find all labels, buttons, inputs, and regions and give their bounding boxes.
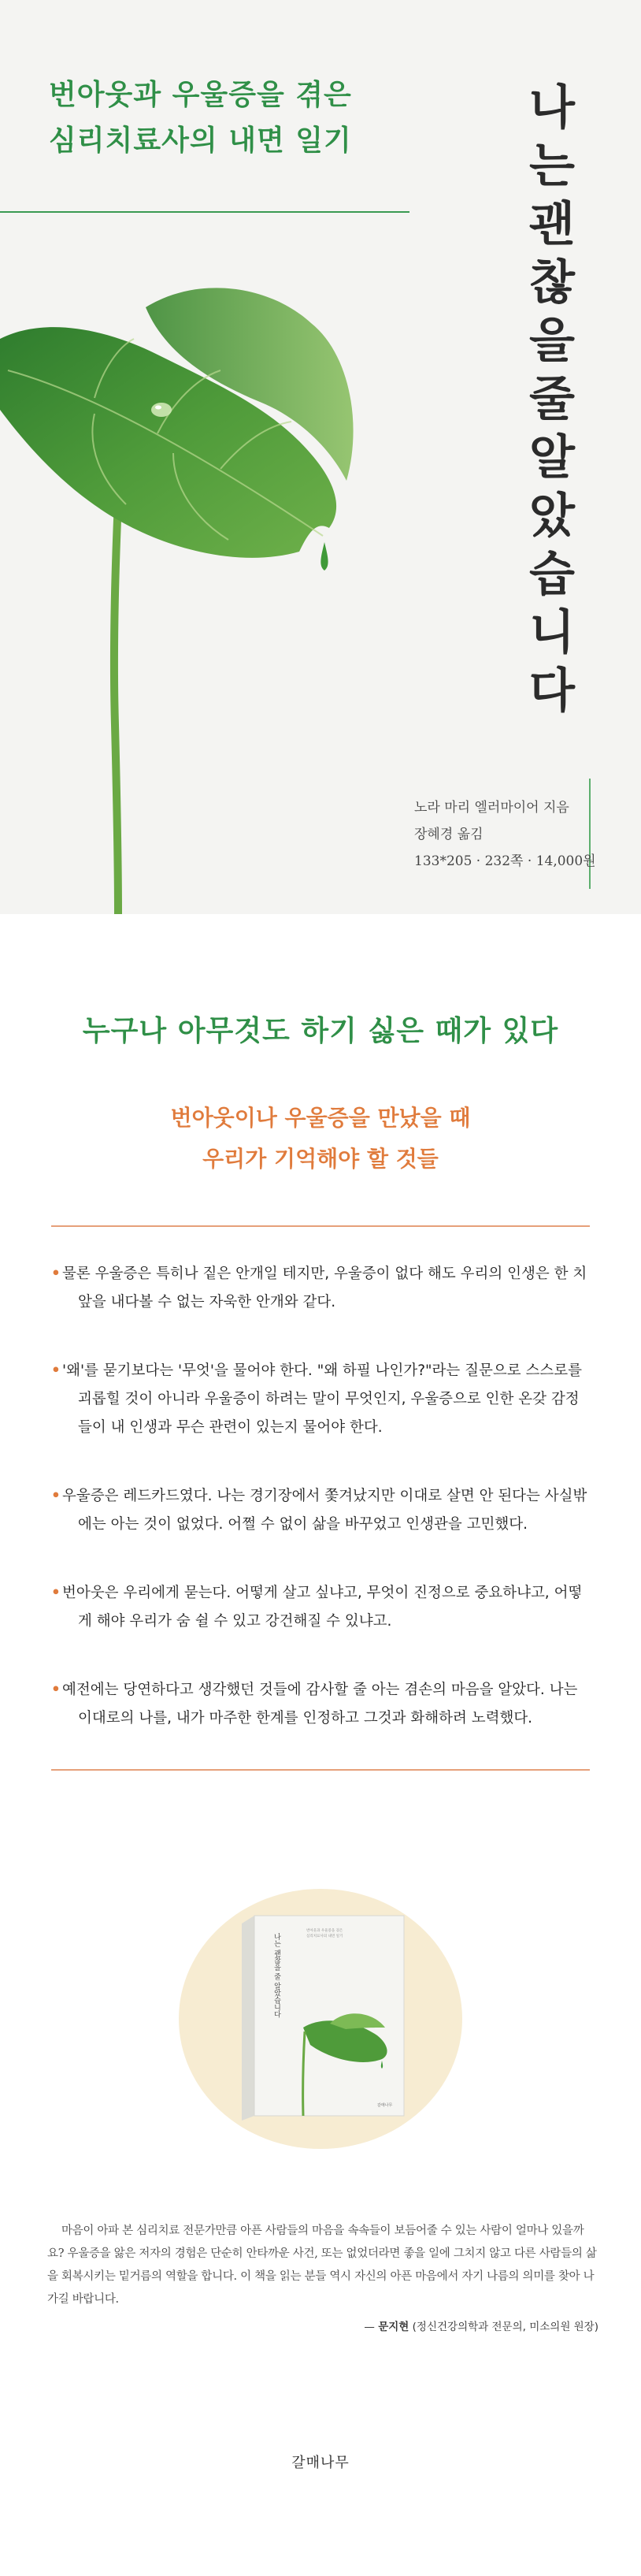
subtitle-line: 번아웃과 우울증을 겪은 [49,79,352,111]
reviewer-role: (정신건강의학과 전문의, 미소의원 원장) [412,2321,598,2333]
water-droplet [151,403,172,417]
title-char: 다 [529,664,575,719]
book-specs: 133*205 · 232쪽 · 14,000원 [414,853,596,869]
title-char: 니 [529,605,575,660]
bullet-icon: • [51,1682,61,1698]
quote-text: 물론 우울증은 특히나 짙은 안개일 테지만, 우울증이 없다 해도 우리의 인생은 한 치 앞을 내다볼 수 없는 자욱한 안개와 같다. [62,1266,587,1310]
reviewer-name: 문지현 [378,2321,409,2333]
quote-text: 예전에는 당연하다고 생각했던 것들에 감사할 줄 아는 겸손의 마음을 알았다. 나는 이대로의 나를, 내가 마주한 한계를 인정하고 그것과 화해하려 노력했다. [62,1682,578,1727]
translator: 장혜경 옮김 [414,827,484,842]
review-attribution [47,2318,598,2333]
quote-text: 번아웃은 우리에게 묻는다. 어떻게 살고 싶냐고, 무엇이 진정으로 중요하냐고, 어떻게 해야 우리가 숨 쉴 수 있고 강건해질 수 있냐고. [62,1585,583,1630]
falling-drop [320,542,328,571]
hero-section [0,0,641,914]
section-subhead [0,1098,641,1180]
title-char: 을 [529,314,575,369]
quote-item [51,1482,590,1539]
svg-text:심리치료사의 내면 일기: 심리치료사의 내면 일기 [306,1935,343,1939]
title-char: 찮 [529,255,575,310]
publisher-logo: 갈매나무 [291,2455,350,2471]
quote-item [51,1357,590,1442]
title-char: 았 [529,489,575,544]
svg-text:갈매나무: 갈매나무 [377,2103,393,2108]
quotes-section [0,914,641,1771]
subtitle-rule [0,211,409,213]
bullet-icon: • [51,1488,61,1504]
bullet-icon: • [51,1585,61,1601]
title-char: 줄 [529,372,575,427]
subhead-line: 우리가 기억해야 할 것들 [202,1146,439,1172]
review-text: 마음이 아파 본 심리치료 전문가만큼 아픈 사람들의 마음을 속속들이 보듬어줄 수 있는 사람이 얼마나 있을까요? 우울증을 앓은 저자의 경험은 단순히 안타까운 사건, 또는 없었더라면 좋을 일에 그치지 않고 다른 사람들의 삶을 회복시키는 밑거름의 역할을 합니다. 이 책을 읽는 분들 역시 자신의 아픈 마음에서 자기 나름의 의미를 찾아 나가길 바랍니다. [47,2225,597,2306]
leaf-illustration [0,284,394,914]
quote-text: 우울증은 레드카드였다. 나는 경기장에서 쫓겨났지만 이대로 살면 안 된다는 사실밖에는 아는 것이 없었다. 어쩔 수 없이 삶을 바꾸었고 인생관을 고민했다. [62,1488,587,1533]
title-char: 는 [529,139,575,194]
quote-text: '왜'를 묻기보다는 '무엇'을 물어야 한다. "왜 하필 나인가?"라는 질문으로 스스로를 괴롭힐 것이 아니라 우울증이 하려는 말이 무엇인지, 우울증으로 인한 온갖 감정들이 내 인생과 무슨 관련이 있는지 물어야 한다. [62,1362,582,1436]
quote-list [51,1227,590,1769]
bullet-icon: • [51,1266,61,1282]
book-meta [414,794,596,875]
attribution-dash: — [364,2321,375,2333]
title-char: 습 [529,547,575,602]
book-photo-section [0,1889,641,2149]
title-char: 알 [529,430,575,485]
book-subtitle [49,72,352,164]
quote-item [51,1260,590,1317]
subhead-line: 번아웃이나 우울증을 만났을 때 [170,1105,471,1131]
book-cover-image [228,1909,413,2122]
section-headline: 누구나 아무것도 하기 싫은 때가 있다 [82,1015,559,1047]
svg-text:나는 괜찮을 줄 알았습니다: 나는 괜찮을 줄 알았습니다 [272,1933,280,2018]
book-title [518,79,586,720]
author: 노라 마리 엘러마이어 지음 [414,800,569,816]
subtitle-line: 심리치료사의 내면 일기 [49,125,352,157]
svg-text:번아웃과 우울증을 겪은: 번아웃과 우울증을 겪은 [306,1929,343,1933]
quote-item [51,1579,590,1636]
bullet-icon: • [51,1362,61,1379]
divider-bottom [51,1769,590,1771]
quote-item [51,1676,590,1733]
title-char: 나 [529,80,575,136]
title-char: 괜 [529,197,575,252]
